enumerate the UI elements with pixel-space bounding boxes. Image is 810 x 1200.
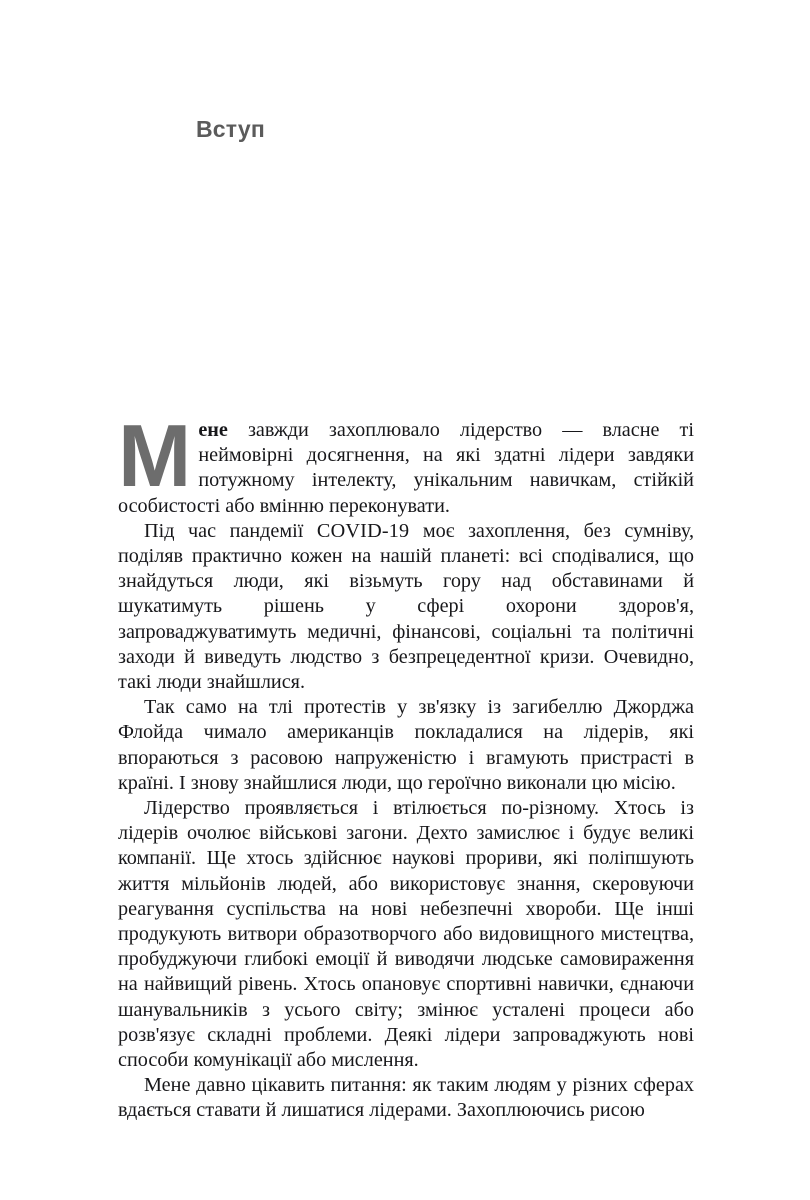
paragraph-3-text: Так само на тлі протестів у зв'язку із загибеллю Джорджа Флойда чимало американців покладалися на лідерів, які впораються з расовою напруженістю і вгамують пристрасті в країні. І знову знайшлися люди, що героїчно виконали цю місію. [118, 696, 694, 794]
paragraph-2-text-after: моє захоплення, без сумніву, поділяв практично кожен на нашій планеті: всі сподівалися, що знайдуться люди, які візьмуть гору над обставинами й шукатимуть рішень у сфері охорони здоров'я, запроваджуватимуть медичні, фінансові, соціальні та політичні заходи й виведуть людство з безпрецедентної кризи. Очевидно, такі люди знайшлися. [118, 519, 694, 694]
paragraph-1 [118, 406, 694, 519]
lead-in-text: ене [198, 419, 228, 441]
paragraph-4-text: Лідерство проявляється і втілюється по-різному. Хтось із лідерів очолює військові загони. Дехто замислює і будує великі компанії. Ще хтось здійснює наукові прориви, які поліпшують життя мільйонів людей, або використовує знання, скеровуючи реагування суспільства на нові небезпечні хвороби. Ще інші продукують витвори образотворчого або видовищного мистецтва, пробуджуючи глибокі емоції й виводячи людське самовираження на найвищий рівень. Хтось опановує спортивні навички, єднаючи шанувальників з усього світу; змінює усталені процеси або розв'язує складні проблеми. Деякі лідери запроваджують нові способи комунікації або мислення. [118, 797, 694, 1072]
paragraph-5 [118, 1073, 694, 1123]
paragraph-1-text: завжди захоплювало лідерство — власне ті неймовірні досягнення, на які здатні лідери завдяки потужному інтелекту, унікальним навичкам, стійкій особистості або вмінню переконувати. [118, 419, 694, 517]
drop-cap-letter: М [118, 406, 191, 505]
paragraph-2-text-before: Під час пандемії [144, 519, 317, 542]
paragraph-3 [118, 695, 694, 796]
covid-19-smallcaps: COVID-19 [316, 519, 410, 542]
paragraph-5-text: Мене давно цікавить питання: як таким людям у різних сферах вдається ставати й лишатися лідерами. Захоплюючись рисою [118, 1074, 694, 1122]
paragraph-4 [118, 796, 694, 1073]
body-text-block [118, 406, 694, 1124]
page-title: Вступ [196, 116, 265, 142]
paragraph-2 [118, 519, 694, 695]
